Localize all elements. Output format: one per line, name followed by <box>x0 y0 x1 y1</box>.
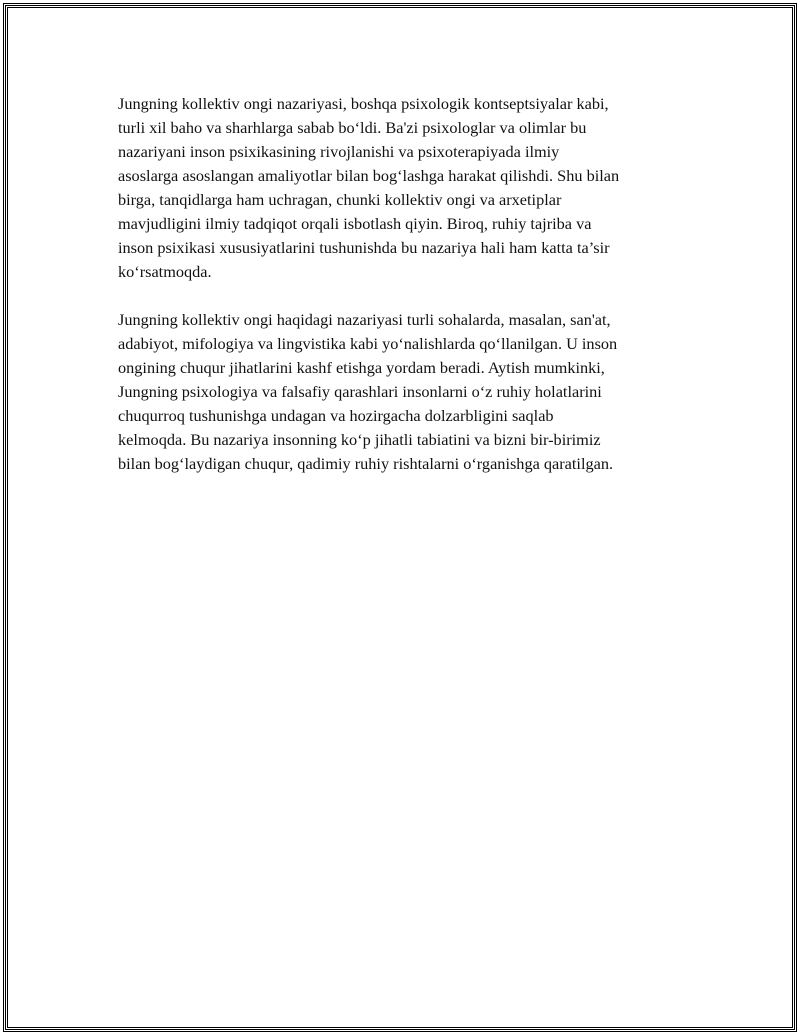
paragraph-1: Jungning kollektiv ongi nazariyasi, boshqa psixologik kontseptsiyalar kabi, turli xil baho va sharhlarga sabab bo‘ldi. Ba'zi psixologlar va olimlar bu nazariyani inson psixikasining rivojlanishi va psixoterapiyada ilmiy asoslarga asoslangan amaliyotlar bilan bog‘lashga harakat qilishdi. Shu bilan birga, tanqidlarga ham uchragan, chunki kollektiv ongi va arxetiplar mavjudligini ilmiy tadqiqot orqali isbotlash qiyin. Biroq, ruhiy tajriba va inson psixikasi xususiyatlarini tushunishda bu nazariya hali ham katta ta’sir ko‘rsatmoqda. <box>118 94 620 281</box>
document-body <box>118 92 694 500</box>
paragraph-2: Jungning kollektiv ongi haqidagi nazariyasi turli sohalarda, masalan, san'at, adabiyot, mifologiya va lingvistika kabi yo‘nalishlarda qo‘llanilgan. U inson ongining chuqur jihatlarini kashf etishga yordam beradi. Aytish mumkinki, Jungning psixologiya va falsafiy qarashlari insonlarni o‘z ruhiy holatlarini chuqurroq tushunishga undagan va hozirgacha dolzarbligini saqlab kelmoqda. Bu nazariya insonning ko‘p jihatli tabiatini va bizni bir-birimiz bilan bog‘laydigan chuqur, qadimiy ruhiy rishtalarni o‘rganishga qaratilgan. <box>118 310 618 473</box>
